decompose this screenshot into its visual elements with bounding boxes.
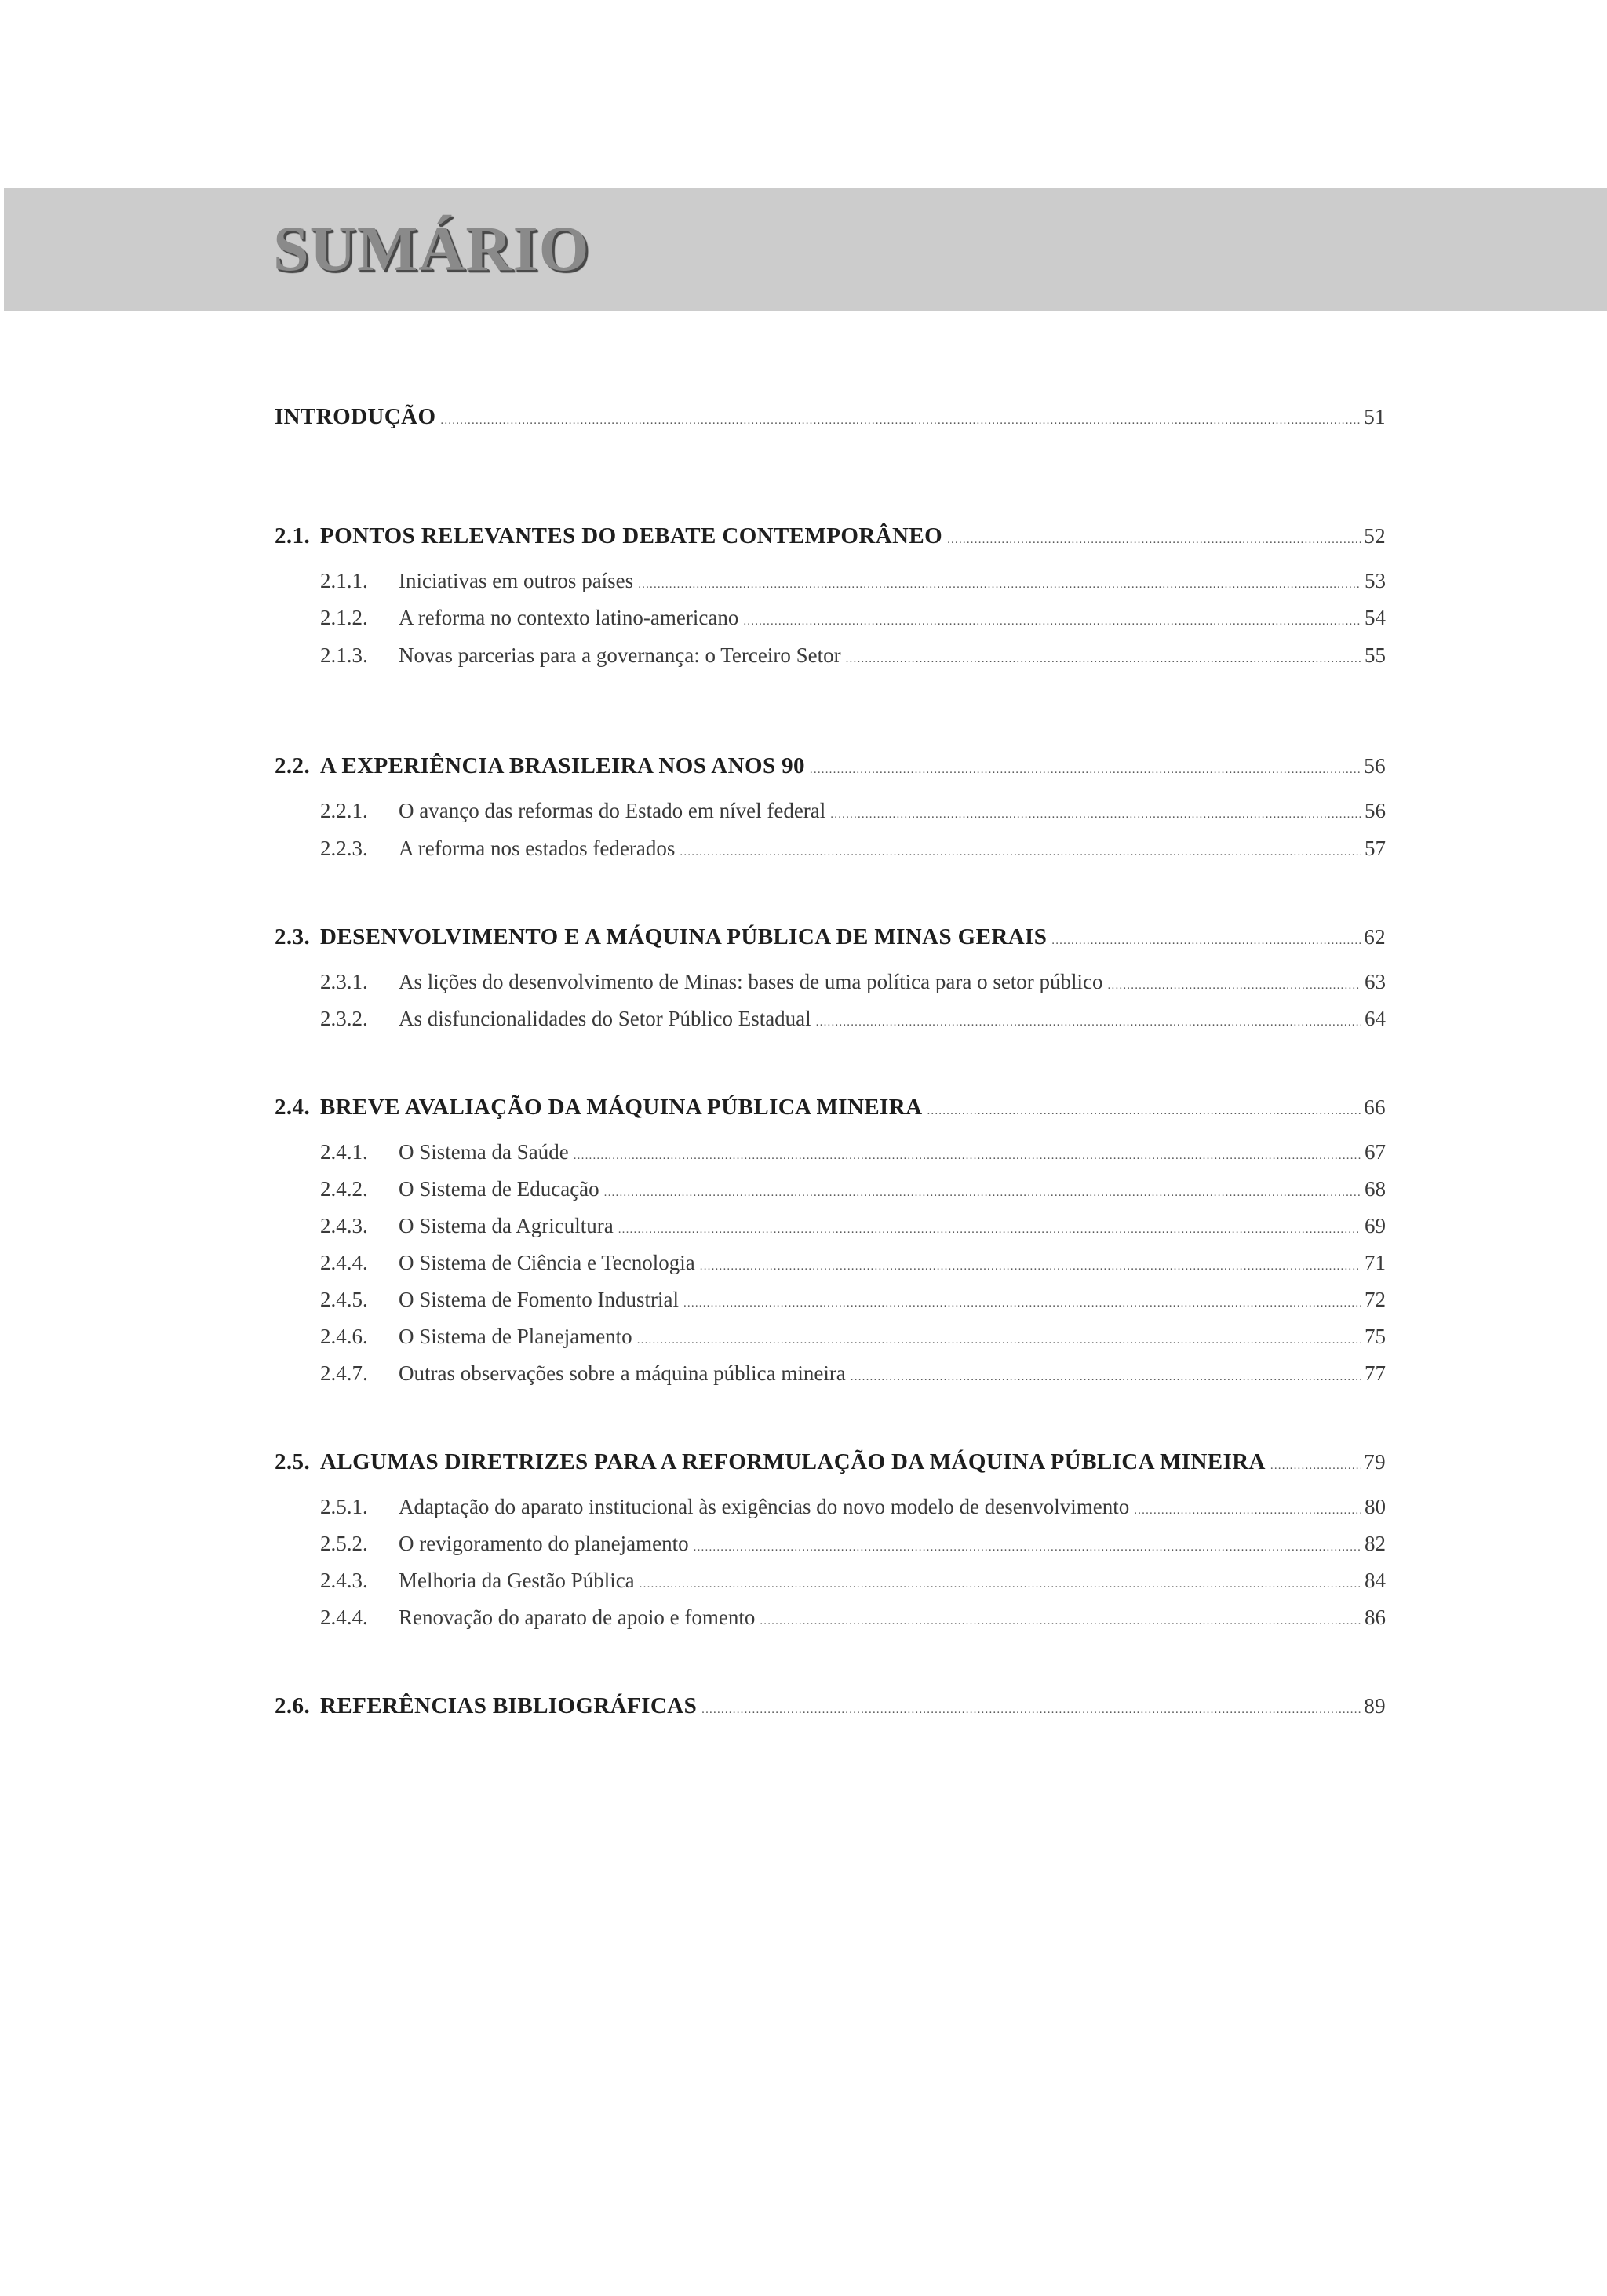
- toc-entry-number: 2.5.1.: [320, 1495, 368, 1518]
- toc-entry-label: DESENVOLVIMENTO E A MÁQUINA PÚBLICA DE MINAS GERAIS: [320, 924, 1048, 949]
- toc-entry-label: O Sistema da Saúde: [399, 1140, 569, 1164]
- toc-entry-number: 2.5.2.: [320, 1532, 368, 1555]
- toc-entry-page: 71: [1365, 1251, 1386, 1274]
- toc-entry-number: 2.4.2.: [320, 1177, 368, 1201]
- page-title: SUMÁRIO: [273, 213, 590, 284]
- toc-entry-page: 89: [1364, 1694, 1386, 1718]
- toc-entry-number: 2.1.1.: [320, 569, 368, 592]
- toc-entry-number: 2.4.: [275, 1095, 311, 1120]
- toc-entry-2-4-2: [320, 1173, 1386, 1204]
- toc-entry-page: 82: [1365, 1532, 1386, 1555]
- toc-entry-label: O Sistema de Educação: [399, 1177, 599, 1201]
- toc-entry-2-3: [275, 921, 1386, 953]
- toc-entry-page: 75: [1365, 1325, 1386, 1348]
- toc-entry-page: 77: [1365, 1361, 1386, 1385]
- toc-entry-2-1: [275, 520, 1386, 552]
- toc-entry-page: 84: [1365, 1569, 1386, 1592]
- toc-entry-2-1-2: [320, 602, 1386, 633]
- toc-entry-2-4: [275, 1092, 1386, 1123]
- toc-entry-label: Renovação do aparato de apoio e fomento: [399, 1605, 756, 1629]
- toc-entry-page: 56: [1364, 754, 1386, 778]
- dot-leader: [618, 1214, 1361, 1245]
- toc-entry-number: 2.4.7.: [320, 1361, 368, 1385]
- toc-entry-2-4-3: [320, 1210, 1386, 1241]
- toc-entry-number: 2.3.: [275, 924, 311, 949]
- toc-entry-2-3-1: [320, 966, 1386, 997]
- dot-leader: [637, 1325, 1361, 1356]
- toc-entry-label: Novas parcerias para a governança: o Terceiro Setor: [399, 643, 841, 667]
- toc-entry-2-5-4: [320, 1602, 1386, 1633]
- dot-leader: [1134, 1495, 1361, 1526]
- toc-entry-page: 57: [1365, 836, 1386, 860]
- dot-leader: [683, 1288, 1361, 1319]
- toc-entry-2-5-2: [320, 1528, 1386, 1559]
- toc-entry-label: Outras observações sobre a máquina pública mineira: [399, 1361, 846, 1385]
- toc-entry-number: 2.4.4.: [320, 1605, 368, 1629]
- toc-entry-page: 86: [1365, 1605, 1386, 1629]
- toc-entry-page: 80: [1365, 1495, 1386, 1518]
- toc-entry-2-5-1: [320, 1491, 1386, 1522]
- toc-entry-page: 69: [1365, 1214, 1386, 1237]
- toc-entry-number: 2.2.1.: [320, 799, 368, 822]
- dot-leader: [574, 1140, 1361, 1172]
- toc-entry-number: 2.3.1.: [320, 970, 368, 993]
- toc-entry-number: 2.6.: [275, 1693, 311, 1718]
- toc-entry-2-1-1: [320, 565, 1386, 596]
- dot-leader: [1108, 970, 1361, 1001]
- toc-entry-2-4-5: [320, 1284, 1386, 1315]
- dot-leader: [947, 524, 1361, 556]
- toc-entry-introducao: [275, 401, 1386, 432]
- toc-entry-page: 51: [1364, 405, 1386, 428]
- dot-leader: [638, 569, 1361, 600]
- toc-entry-page: 55: [1365, 643, 1386, 667]
- dot-leader: [440, 405, 1361, 436]
- dot-leader: [810, 754, 1361, 785]
- dot-leader: [851, 1361, 1361, 1393]
- toc-entry-label: O avanço das reformas do Estado em nível federal: [399, 799, 826, 822]
- toc-entry-page: 52: [1364, 524, 1386, 548]
- toc-entry-page: 72: [1365, 1288, 1386, 1311]
- toc-entry-label: A EXPERIÊNCIA BRASILEIRA NOS ANOS 90: [320, 753, 805, 778]
- toc-entry-page: 79: [1364, 1450, 1386, 1474]
- toc-entry-page: 66: [1364, 1095, 1386, 1119]
- toc-entry-page: 54: [1365, 606, 1386, 629]
- toc-entry-page: 67: [1365, 1140, 1386, 1164]
- toc-entry-number: 2.4.5.: [320, 1288, 368, 1311]
- toc-entry-2-2-1: [320, 795, 1386, 826]
- dot-leader: [927, 1095, 1361, 1127]
- toc-entry-label: Melhoria da Gestão Pública: [399, 1569, 635, 1592]
- toc-entry-label: A reforma nos estados federados: [399, 836, 676, 860]
- toc-entry-2-2: [275, 750, 1386, 782]
- toc-entry-label: Iniciativas em outros países: [399, 569, 634, 592]
- toc-entry-2-2-3: [320, 833, 1386, 864]
- toc-entry-page: 62: [1364, 925, 1386, 949]
- toc-entry-label: O Sistema da Agricultura: [399, 1214, 614, 1237]
- toc-entry-number: 2.5.: [275, 1449, 311, 1474]
- toc-entry-number: 2.4.3.: [320, 1214, 368, 1237]
- toc-entry-2-4-1: [320, 1136, 1386, 1168]
- toc-entry-label: REFERÊNCIAS BIBLIOGRÁFICAS: [320, 1693, 698, 1718]
- toc-entry-page: 56: [1365, 799, 1386, 822]
- dot-leader: [640, 1569, 1361, 1600]
- toc-entry-label: Adaptação do aparato institucional às exigências do novo modelo de desenvolvimento: [399, 1495, 1130, 1518]
- toc-entry-number: 2.4.1.: [320, 1140, 368, 1164]
- toc-entry-label: O revigoramento do planejamento: [399, 1532, 689, 1555]
- toc-entry-number: 2.1.2.: [320, 606, 368, 629]
- toc-entry-label: INTRODUÇÃO: [275, 404, 436, 429]
- dot-leader: [816, 1007, 1361, 1038]
- toc-entry-label: O Sistema de Planejamento: [399, 1325, 632, 1348]
- dot-leader: [760, 1605, 1361, 1637]
- toc-entry-2-4-7: [320, 1358, 1386, 1389]
- toc-entry-label: ALGUMAS DIRETRIZES PARA A REFORMULAÇÃO DA MÁQUINA PÚBLICA MINEIRA: [320, 1449, 1266, 1474]
- toc-entry-label: A reforma no contexto latino-americano: [399, 606, 739, 629]
- toc-entry-number: 2.1.: [275, 523, 311, 548]
- toc-entry-number: 2.4.4.: [320, 1251, 368, 1274]
- toc-entry-label: O Sistema de Ciência e Tecnologia: [399, 1251, 695, 1274]
- toc-entry-2-1-3: [320, 640, 1386, 671]
- toc-entry-2-4-4: [320, 1247, 1386, 1278]
- toc-entry-number: 2.2.: [275, 753, 311, 778]
- toc-entry-page: 68: [1365, 1177, 1386, 1201]
- toc-entry-page: 63: [1365, 970, 1386, 993]
- toc-entry-2-5-3: [320, 1565, 1386, 1596]
- toc-entry-label: O Sistema de Fomento Industrial: [399, 1288, 679, 1311]
- toc-entry-2-3-2: [320, 1003, 1386, 1034]
- dot-leader: [604, 1177, 1361, 1208]
- dot-leader: [700, 1251, 1361, 1282]
- toc-entry-label: As lições do desenvolvimento de Minas: bases de uma política para o setor público: [399, 970, 1103, 993]
- toc-entry-2-6: [275, 1690, 1386, 1722]
- toc-entry-number: 2.3.2.: [320, 1007, 368, 1030]
- toc-entry-page: 53: [1365, 569, 1386, 592]
- dot-leader: [846, 643, 1361, 675]
- dot-leader: [680, 836, 1361, 868]
- toc-entry-number: 2.1.3.: [320, 643, 368, 667]
- dot-leader: [701, 1694, 1361, 1726]
- dot-leader: [1051, 925, 1361, 957]
- toc-entry-label: PONTOS RELEVANTES DO DEBATE CONTEMPORÂNEO: [320, 523, 943, 548]
- toc-entry-page: 64: [1365, 1007, 1386, 1030]
- toc-entry-label: BREVE AVALIAÇÃO DA MÁQUINA PÚBLICA MINEIRA: [320, 1095, 923, 1120]
- dot-leader: [1270, 1450, 1361, 1481]
- dot-leader: [830, 799, 1361, 830]
- toc-entry-2-5: [275, 1446, 1386, 1478]
- toc-entry-number: 2.2.3.: [320, 836, 368, 860]
- dot-leader: [743, 606, 1361, 637]
- toc-entry-label: As disfuncionalidades do Setor Público Estadual: [399, 1007, 811, 1030]
- toc-entry-number: 2.4.6.: [320, 1325, 368, 1348]
- dot-leader: [694, 1532, 1361, 1563]
- toc-entry-number: 2.4.3.: [320, 1569, 368, 1592]
- toc-entry-2-4-6: [320, 1321, 1386, 1352]
